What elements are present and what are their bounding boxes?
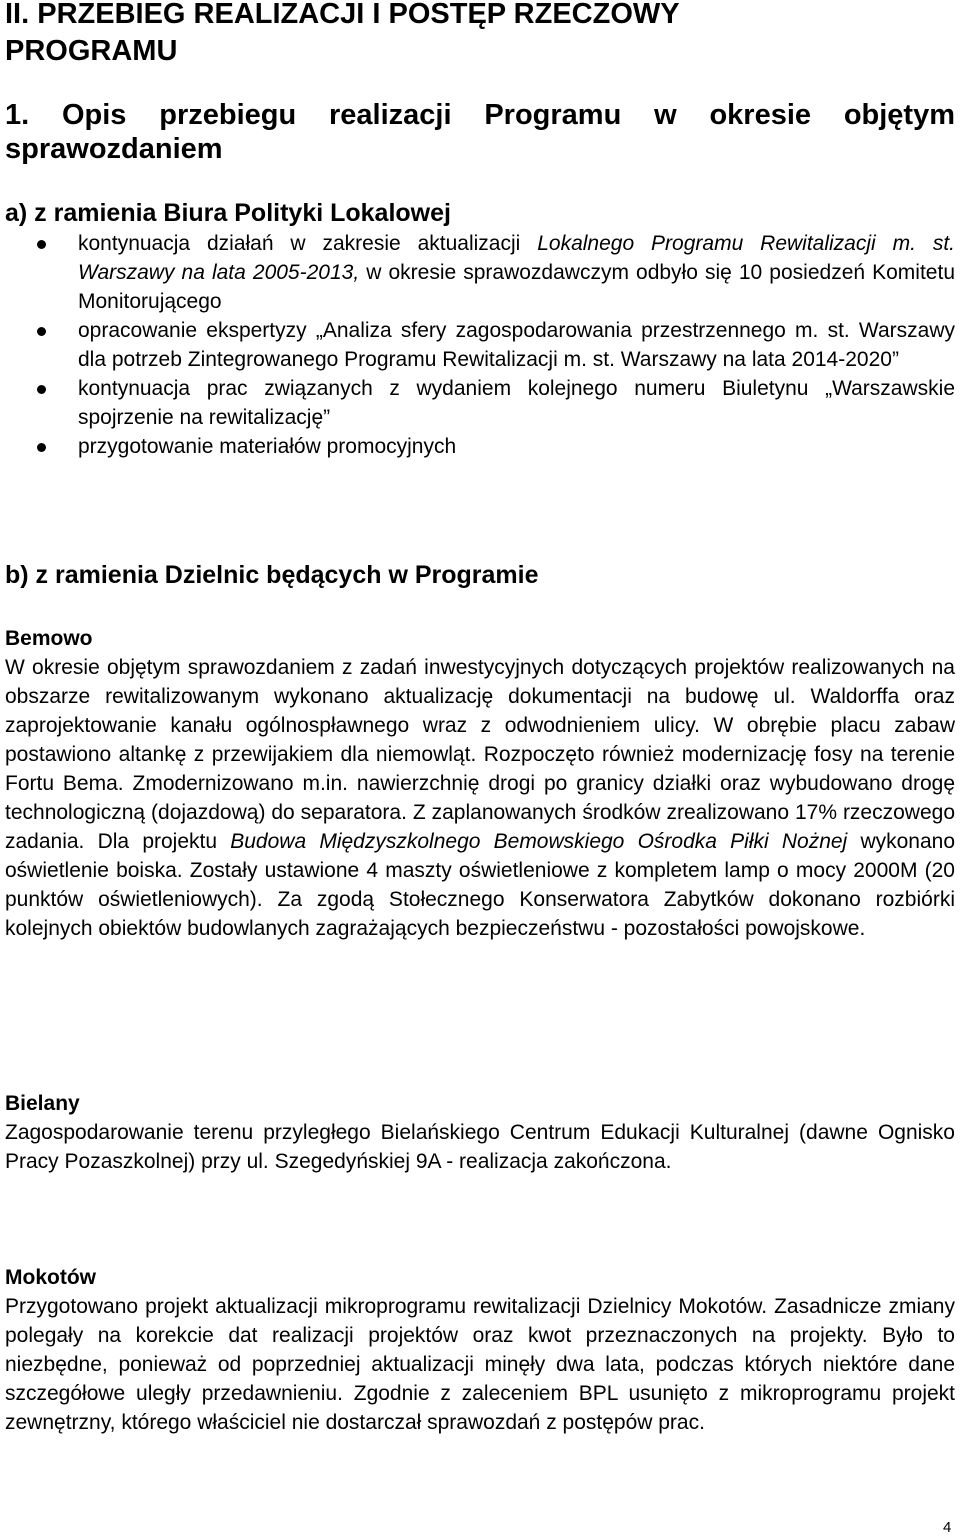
bullet-icon	[37, 443, 46, 452]
description-text: W okresie objętym sprawozdaniem z zadań inwestycyjnych dotyczących projektów realizowanych na obszarze rewitalizowanym wykonano aktualizację dokumentacji na budowę ul. Waldorffa oraz zaprojektowanie kanału ogólnospławnego wraz z odwodnieniem ulicy. W obrębie placu zabaw postawiono altankę z przewijakiem dla niemowląt. Rozpoczęto również modernizację fosy na terenie Fortu Bema. Zmodernizowano m.in. nawierzchnię drogi po granicy działki oraz wybudowano drogę technologiczną (dojazdową) do separatora. Z zaplanowanych środków zrealizowano 17% rzeczowego zadania. Dla projektu	[5, 656, 955, 853]
description-text: wykonano oświetlenie boiska. Zostały ustawione 4 maszty oświetleniowe z kompletem lamp o mocy 2000M (20 punktów oświetleniowych). Za zgodą Stołecznego Konserwatora Zabytków dokonano rozbiórki kolejnych obiektów budowlanych zagrażających bezpieczeństwu - pozostałości powojskowe.	[5, 830, 956, 940]
bullet-item	[5, 229, 955, 316]
district-bielany	[5, 1089, 955, 1176]
chapter-title: II. PRZEBIEG REALIZACJI I POSTĘP RZECZOWY PROGRAMU	[5, 0, 680, 67]
project-title: Budowa Międzyszkolnego Bemowskiego Ośrodka Piłki Nożnej	[230, 830, 848, 853]
bullet-text-part: przygotowanie materiałów promocyjnych	[78, 435, 457, 458]
bullet-item	[5, 432, 955, 461]
bullet-text-part: w okresie sprawozdawczym odbyło się 10 posiedzeń Komitetu Monitorującego	[78, 261, 955, 313]
section-title: 1. Opis przebiegu realizacji Programu w okresie objętym sprawozdaniem	[5, 99, 955, 165]
subsection-b-title: b) z ramienia Dzielnic będących w Programie	[5, 561, 539, 589]
bullet-item	[5, 316, 955, 374]
district-bemowo	[5, 624, 955, 943]
bullet-text-part: kontynuacja działań w zakresie aktualizacji	[78, 232, 538, 255]
bullet-italic-title: Lokalnego Programu Rewitalizacji m. st. Warszawy na lata 2005-2013,	[78, 232, 955, 284]
bullet-icon	[37, 385, 46, 394]
district-description	[5, 653, 955, 943]
district-name: Bielany	[5, 1092, 80, 1115]
bullet-icon	[37, 327, 46, 336]
district-description: Zagospodarowanie terenu przyległego Bielańskiego Centrum Edukacji Kulturalnej (dawne Ognisko Pracy Pozaszkolnej) przy ul. Szegedyńskiej 9A - realizacja zakończona.	[5, 1121, 955, 1173]
page-number: 4	[943, 1519, 952, 1536]
district-description: Przygotowano projekt aktualizacji mikroprogramu rewitalizacji Dzielnicy Mokotów. Zasadnicze zmiany polegały na korekcie dat realizacji projektów oraz kwot przeznaczonych na projekty. Było to niezbędne, ponieważ od poprzedniej aktualizacji minęły dwa lata, podczas których niektóre dane szczegółowe uległy przedawnieniu. Zgodnie z zaleceniem BPL usunięto z mikroprogramu projekt zewnętrzny, którego właściciel nie dostarczał sprawozdań z postępów prac.	[5, 1295, 955, 1434]
bullet-item	[5, 374, 955, 432]
bullet-icon	[37, 240, 46, 249]
district-name: Bemowo	[5, 627, 93, 650]
subsection-a-title: a) z ramienia Biura Polityki Lokalowej	[5, 199, 451, 227]
subsection-a-bullet-list	[5, 229, 955, 461]
district-mokotow	[5, 1263, 955, 1437]
bullet-text-part: kontynuacja prac związanych z wydaniem kolejnego numeru Biuletynu „Warszawskie spojrzenie na rewitalizację”	[78, 377, 955, 429]
bullet-text-part: opracowanie ekspertyzy „Analiza sfery zagospodarowania przestrzennego m. st. Warszawy dla potrzeb Zintegrowanego Programu Rewitalizacji m. st. Warszawy na lata 2014-2020”	[78, 319, 955, 371]
district-name: Mokotów	[5, 1266, 96, 1289]
